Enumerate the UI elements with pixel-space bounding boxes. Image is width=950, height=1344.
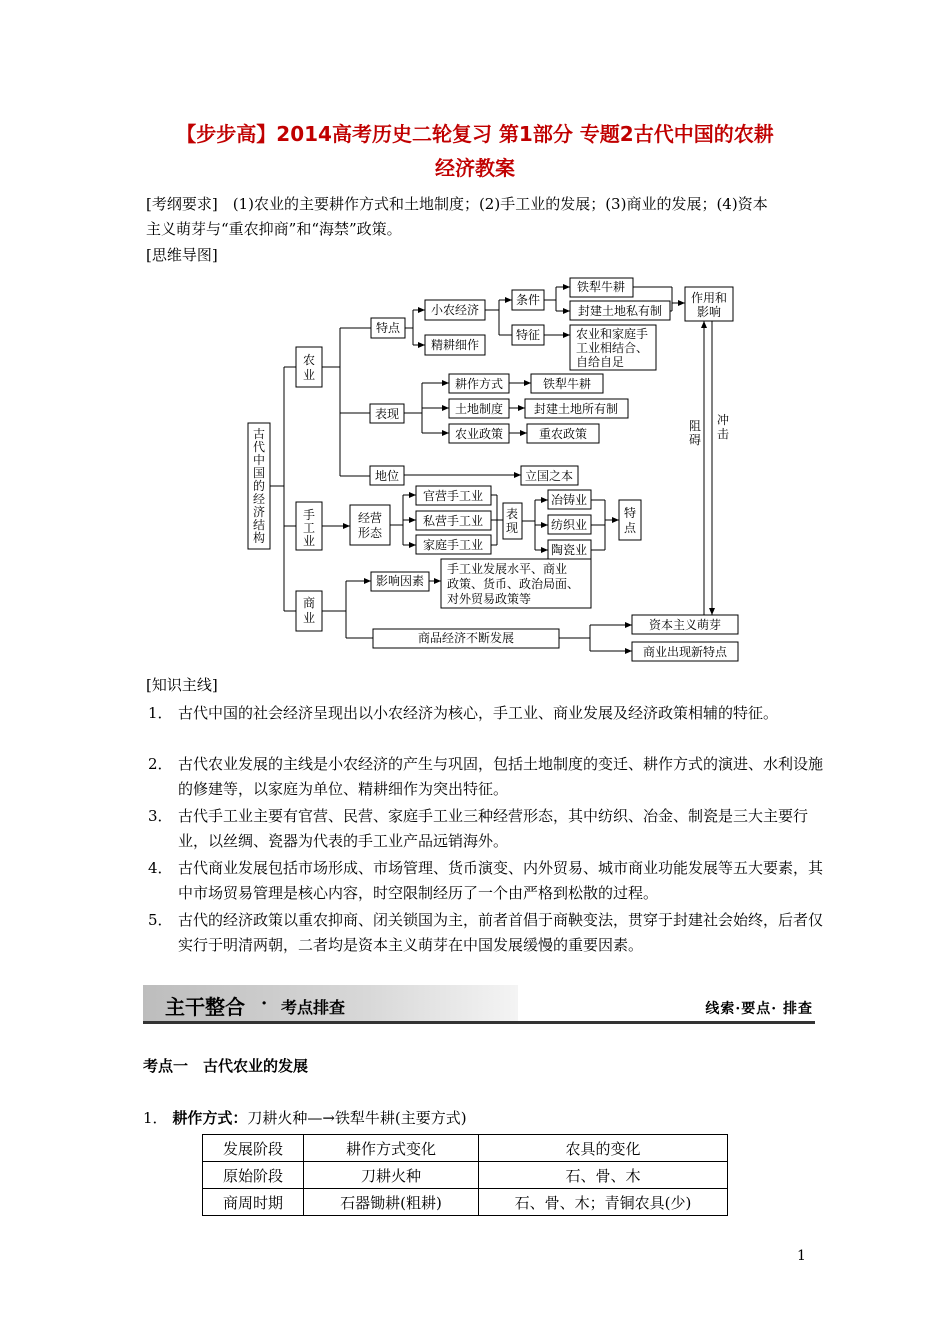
- mind-map-diagram: [240, 275, 740, 667]
- page-number: 1: [797, 1248, 806, 1264]
- table-header-cell: 农具的变化: [479, 1135, 728, 1162]
- textile-label: 纺织业: [550, 518, 588, 532]
- small-peasant-label: 小农经济: [430, 303, 480, 317]
- knowledge-item-number: 5．: [148, 911, 173, 929]
- commodity-label: 商品经济不断发展: [417, 631, 515, 645]
- table-row: [203, 1162, 728, 1189]
- hinder-char-1: 阻: [688, 419, 702, 433]
- mindmap-heading: [思维导图]: [146, 246, 218, 264]
- root-char-6: 经: [252, 492, 266, 506]
- farming-table: [202, 1134, 728, 1216]
- knowledge-item-2: [148, 752, 828, 802]
- knowledge-item-text: 古代中国的社会经济呈现出以小农经济为核心，手工业、商业发展及经济政策相辅的特征。: [178, 704, 779, 722]
- table-header-row: [203, 1135, 728, 1162]
- combination-line2: 工业相结合、: [576, 341, 649, 355]
- intensive-label: 精耕细作: [430, 338, 480, 352]
- knowledge-item-4: [148, 856, 828, 906]
- manifest2-char-1: 表: [505, 507, 519, 521]
- knowledge-item-text: 古代手工业主要有官营、民营、家庭手工业三种经营形态，其中纺织、冶金、制瓷是三大主要行业，以丝绸、瓷器为代表的手工业产品远销海外。: [178, 807, 809, 850]
- ceramic-label: 陶瓷业: [550, 543, 588, 557]
- management-line1: 经营: [357, 511, 383, 525]
- traits-label: 特征: [515, 328, 541, 342]
- role-line1: 作用和: [690, 291, 728, 305]
- features-label: 特点: [375, 321, 401, 335]
- comm-char-2: 业: [302, 611, 316, 625]
- root-char-2: 代: [252, 440, 266, 454]
- impact-char-2: 击: [716, 427, 730, 441]
- trait2-char-2: 点: [623, 521, 637, 535]
- root-char-9: 构: [252, 531, 266, 545]
- document-title-line2: 经济教案: [435, 156, 515, 180]
- hinder-char-2: 碍: [688, 433, 702, 447]
- trait2-char-1: 特: [623, 506, 637, 520]
- combination-line3: 自给自足: [576, 355, 625, 369]
- table-row: [203, 1189, 728, 1216]
- requirements-line2: 主义萌芽与“重农抑商”和“海禁”政策。: [146, 220, 402, 238]
- banner-right-text: 线索·要点· 排查: [705, 1001, 813, 1017]
- manifest-label: 表现: [374, 407, 400, 421]
- factors-detail-line2: 政策、货币、政治局面、: [447, 577, 580, 591]
- conditions-label: 条件: [515, 293, 541, 307]
- agri-char-1: 农: [302, 353, 316, 367]
- section-number: 1．: [143, 1109, 168, 1127]
- table-cell: 石器锄耕(粗耕): [304, 1189, 479, 1216]
- comm-char-1: 商: [302, 596, 316, 610]
- management-line2: 形态: [357, 526, 383, 540]
- knowledge-item-text: 古代农业发展的主线是小农经济的产生与巩固，包括土地制度的变迁、耕作方式的演进、水利设施的修建等，以家庭为单位、精耕细作为突出特征。: [178, 755, 824, 798]
- knowledge-item-text: 古代的经济政策以重农抑商、闭关锁国为主，前者首倡于商鞅变法，贯穿于封建社会始终，后者仅实行于明清两朝，二者均是资本主义萌芽在中国发展缓慢的重要因素。: [178, 911, 824, 954]
- iron-plough2-label: 铁犁牛耕: [542, 377, 592, 391]
- knowledge-item-3: [148, 804, 828, 854]
- factors-detail-line3: 对外贸易政策等: [447, 592, 532, 606]
- craft-char-2: 工: [302, 521, 316, 535]
- requirements-line1: [考纲要求] (1)农业的主要耕作方式和土地制度；(2)手工业的发展；(3)商业的发展；(4)资本: [146, 195, 768, 213]
- section-label: 耕作方式：: [172, 1109, 248, 1127]
- root-char-5: 的: [252, 479, 266, 493]
- private-craft-label: 私营手工业: [422, 514, 484, 528]
- manifest2-char-2: 现: [505, 521, 519, 535]
- knowledge-item-number: 1．: [148, 704, 173, 722]
- craft-char-1: 手: [302, 508, 316, 522]
- sprouts-label: 资本主义萌芽: [648, 618, 722, 632]
- knowledge-item-1: [148, 701, 828, 726]
- document-title-line1: 【步步高】2014高考历史二轮复习 第1部分 专题2古代中国的农耕: [176, 122, 774, 146]
- iron-plough-label: 铁犁牛耕: [576, 280, 626, 294]
- official-craft-label: 官营手工业: [422, 489, 484, 503]
- table-cell: 原始阶段: [203, 1162, 304, 1189]
- root-char-8: 结: [252, 518, 266, 532]
- land-system-label: 土地制度: [454, 402, 504, 416]
- farming-method-label: 耕作方式: [454, 377, 504, 391]
- root-char-1: 古: [252, 427, 266, 441]
- knowledge-item-number: 2．: [148, 755, 173, 773]
- status-label: 地位: [374, 469, 400, 483]
- root-char-7: 济: [252, 505, 266, 519]
- table-cell: 刀耕火种: [304, 1162, 479, 1189]
- impact-char-1: 冲: [716, 413, 730, 427]
- root-char-3: 中: [252, 453, 266, 467]
- role-line2: 影响: [696, 305, 722, 319]
- knowledge-heading: [知识主线]: [146, 676, 218, 694]
- combination-line1: 农业和家庭手: [576, 327, 649, 341]
- table-cell: 商周时期: [203, 1189, 304, 1216]
- agri-policy-label: 农业政策: [454, 427, 504, 441]
- new-features-label: 商业出现新特点: [642, 645, 728, 659]
- table-cell: 石、骨、木；青铜农具(少): [479, 1189, 728, 1216]
- knowledge-item-text: 古代商业发展包括市场形成、市场管理、货币演变、内外贸易、城市商业功能发展等五大要素，其中市场贸易管理是核心内容，时空限制经历了一个由严格到松散的过程。: [178, 859, 824, 902]
- section-banner: [143, 985, 815, 1025]
- table-header-cell: 耕作方式变化: [304, 1135, 479, 1162]
- family-craft-label: 家庭手工业: [422, 538, 484, 552]
- craft-char-3: 业: [302, 534, 316, 548]
- knowledge-item-number: 4．: [148, 859, 173, 877]
- private-land-label: 封建土地私有制: [577, 304, 663, 318]
- factors-detail-line1: 手工业发展水平、商业: [447, 562, 568, 576]
- foundation-label: 立国之本: [524, 469, 574, 483]
- section-farming-methods: [143, 1107, 467, 1128]
- banner-underline: [143, 1021, 815, 1024]
- banner-subtitle: 考点排查: [281, 998, 346, 1017]
- table-header-cell: 发展阶段: [203, 1135, 304, 1162]
- land-ownership-label: 封建土地所有制: [533, 402, 619, 416]
- table-cell: 石、骨、木: [479, 1162, 728, 1189]
- section-text: 刀耕火种—→铁犁牛耕(主要方式): [247, 1109, 467, 1127]
- banner-main-title: 主干整合: [165, 995, 245, 1019]
- kaodian-heading: 考点一 古代农业的发展: [143, 1057, 309, 1075]
- metal-label: 冶铸业: [550, 493, 588, 507]
- knowledge-item-5: [148, 908, 828, 958]
- banner-separator: ·: [261, 993, 268, 1014]
- knowledge-item-number: 3．: [148, 807, 173, 825]
- agri-emphasis-label: 重农政策: [538, 427, 588, 441]
- factors-label: 影响因素: [375, 574, 425, 588]
- agri-char-2: 业: [302, 368, 316, 382]
- root-char-4: 国: [252, 466, 266, 480]
